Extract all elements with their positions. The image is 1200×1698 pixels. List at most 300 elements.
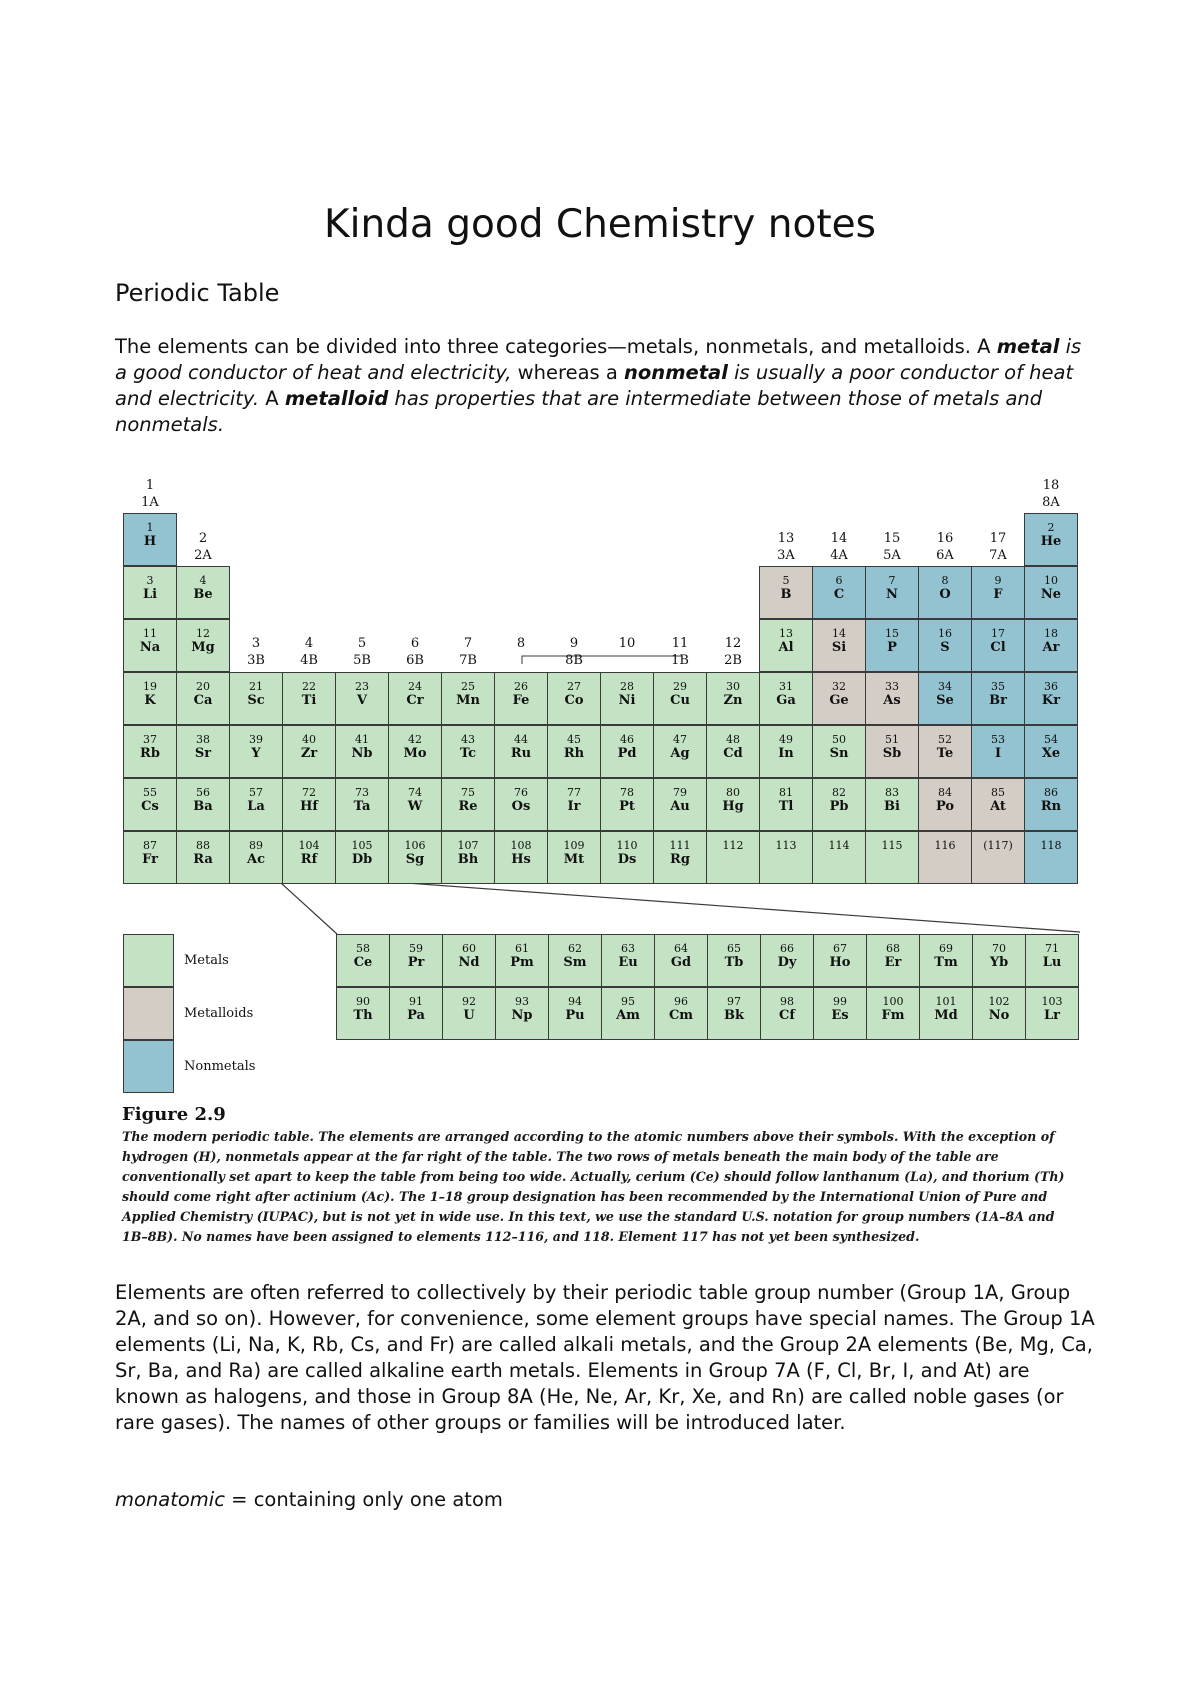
group-label-8 — [494, 635, 548, 652]
element-sb — [865, 725, 919, 778]
element-symbol: Fm — [881, 1008, 905, 1023]
element-c — [812, 566, 866, 619]
element-br — [971, 672, 1025, 725]
atomic-number: 109 — [563, 839, 585, 852]
element-dy — [760, 934, 814, 987]
element-symbol: Ce — [353, 955, 373, 970]
element-fe — [494, 672, 548, 725]
element-cm — [654, 987, 708, 1040]
element-117 — [971, 831, 1025, 884]
element-symbol: Si — [831, 640, 847, 655]
element-la — [229, 778, 283, 831]
atomic-number: 19 — [143, 680, 157, 693]
element-symbol: Bh — [457, 852, 479, 867]
atomic-number: 115 — [881, 839, 903, 852]
atomic-number: 66 — [780, 942, 794, 955]
element-k — [123, 672, 177, 725]
atomic-number: 20 — [196, 680, 210, 693]
element-symbol: Re — [458, 799, 478, 814]
element-symbol: Tm — [934, 955, 958, 970]
atomic-number: 21 — [249, 680, 263, 693]
element-kr — [1024, 672, 1078, 725]
element-symbol: Rh — [563, 746, 585, 761]
element-zn — [706, 672, 760, 725]
element-symbol: Am — [616, 1008, 640, 1023]
element-rf — [282, 831, 336, 884]
legend-swatch-metals — [123, 934, 174, 987]
atomic-number: 114 — [828, 839, 850, 852]
atomic-number: 75 — [461, 786, 475, 799]
atomic-number: 12 — [196, 627, 210, 640]
element-symbol: Nd — [458, 955, 480, 970]
group-label-11 — [653, 635, 707, 669]
atomic-number: 72 — [302, 786, 316, 799]
atomic-number: 60 — [462, 942, 476, 955]
element-ca — [176, 672, 230, 725]
page-title: Kinda good Chemistry notes — [324, 202, 876, 247]
group-label-7 — [441, 635, 495, 669]
element-symbol: Ba — [193, 799, 213, 814]
atomic-number: 11 — [143, 627, 157, 640]
element-symbol: F — [993, 587, 1003, 602]
element-symbol: Bk — [724, 1008, 744, 1023]
element-symbol: Ni — [618, 693, 636, 708]
atomic-number: 51 — [885, 733, 899, 746]
element-symbol: V — [356, 693, 368, 708]
element-symbol: Y — [251, 746, 261, 761]
atomic-number: 3 — [146, 574, 154, 587]
group-us-label: 2A — [194, 548, 212, 563]
atomic-number: 31 — [779, 680, 793, 693]
element-symbol: P — [887, 640, 897, 655]
element-db — [335, 831, 389, 884]
element-symbol: Sn — [829, 746, 849, 761]
atomic-number: 74 — [408, 786, 422, 799]
element-fm — [866, 987, 920, 1040]
element-symbol: Tb — [724, 955, 744, 970]
atomic-number: 56 — [196, 786, 210, 799]
element-symbol: Rb — [140, 746, 160, 761]
atomic-number: 5 — [782, 574, 790, 587]
element-symbol: Er — [884, 955, 902, 970]
element-be — [176, 566, 230, 619]
element-au — [653, 778, 707, 831]
atomic-number: 58 — [356, 942, 370, 955]
group-us-label: 1B — [671, 653, 689, 668]
element-symbol: Be — [193, 587, 213, 602]
atomic-number: 98 — [780, 995, 794, 1008]
element-symbol: Pm — [510, 955, 534, 970]
element-sn — [812, 725, 866, 778]
group-label-17 — [971, 530, 1025, 564]
element-symbol: S — [940, 640, 950, 655]
atomic-number: 65 — [727, 942, 741, 955]
element-symbol: Hf — [300, 799, 318, 814]
atomic-number: 36 — [1044, 680, 1058, 693]
element-symbol: Lr — [1044, 1008, 1060, 1023]
element-113 — [759, 831, 813, 884]
atomic-number: 105 — [351, 839, 373, 852]
element-y — [229, 725, 283, 778]
element-symbol: Co — [564, 693, 584, 708]
element-te — [918, 725, 972, 778]
element-symbol: Au — [670, 799, 690, 814]
element-eu — [601, 934, 655, 987]
group-label-16 — [918, 530, 972, 564]
atomic-number: 24 — [408, 680, 422, 693]
atomic-number: 6 — [835, 574, 843, 587]
element-symbol: H — [143, 534, 157, 549]
atomic-number: 48 — [726, 733, 740, 746]
element-symbol: Es — [831, 1008, 849, 1023]
atomic-number: 103 — [1041, 995, 1063, 1008]
element-symbol: Ti — [301, 693, 317, 708]
element-symbol: Rf — [300, 852, 318, 867]
element-symbol: Na — [139, 640, 161, 655]
element-symbol: Fe — [512, 693, 530, 708]
atomic-number: 14 — [832, 627, 846, 640]
atomic-number: 57 — [249, 786, 263, 799]
element-symbol: Ca — [193, 693, 213, 708]
group-label-15 — [865, 530, 919, 564]
element-symbol: Gd — [670, 955, 692, 970]
element-es — [813, 987, 867, 1040]
atomic-number: 35 — [991, 680, 1005, 693]
element-symbol: Sr — [194, 746, 212, 761]
element-np — [495, 987, 549, 1040]
element-h — [123, 513, 177, 566]
atomic-number: 73 — [355, 786, 369, 799]
group-number: 7 — [463, 636, 473, 651]
atomic-number: 39 — [249, 733, 263, 746]
element-symbol: O — [939, 587, 951, 602]
element-mg — [176, 619, 230, 672]
element-no — [972, 987, 1026, 1040]
atomic-number: 45 — [567, 733, 581, 746]
element-he — [1024, 513, 1078, 566]
element-ni — [600, 672, 654, 725]
group-label-5 — [335, 635, 389, 669]
element-symbol: Pr — [407, 955, 425, 970]
atomic-number: 2 — [1047, 521, 1055, 534]
element-symbol: Tc — [459, 746, 477, 761]
element-gd — [654, 934, 708, 987]
atomic-number: 68 — [886, 942, 900, 955]
atomic-number: 7 — [888, 574, 896, 587]
group-us-label: 8B — [565, 653, 583, 668]
atomic-number: 94 — [568, 995, 582, 1008]
element-hf — [282, 778, 336, 831]
element-at — [971, 778, 1025, 831]
atomic-number: 71 — [1045, 942, 1059, 955]
element-symbol: Cl — [990, 640, 1006, 655]
element-pa — [389, 987, 443, 1040]
element-sc — [229, 672, 283, 725]
element-tb — [707, 934, 761, 987]
element-lr — [1025, 987, 1079, 1040]
atomic-number: 82 — [832, 786, 846, 799]
element-symbol: He — [1040, 534, 1062, 549]
element-symbol: C — [833, 587, 845, 602]
element-118 — [1024, 831, 1078, 884]
group-number: 6 — [410, 636, 420, 651]
element-lu — [1025, 934, 1079, 987]
figure-caption: The modern periodic table. The elements are arranged according to the atomic numbers above their symbols. With the exception of hydrogen (H), nonmetals appear at the far right of the table. The two rows of metals beneath the main body of the table are conventionally set apart to keep the table from being too wide. Actually, cerium (Ce) should follow lanthanum (La), and thorium (Th) should come right after actinium (Ac). The 1–18 group designation has been recommended by the International Union of Pure and Applied Chemistry (IUPAC), but is not yet in wide use. In this text, we use the standard U.S. notation for group numbers (1A–8A and 1B–8B). No names have been assigned to elements 112–116, and 118. Element 117 has not yet been synthesized. — [122, 1129, 1065, 1244]
group-label-14 — [812, 530, 866, 564]
atomic-number: 13 — [779, 627, 793, 640]
group-us-label: 4A — [830, 548, 848, 563]
group-number: 15 — [883, 531, 901, 546]
element-ba — [176, 778, 230, 831]
element-symbol: U — [463, 1008, 475, 1023]
group-us-label: 8A — [1042, 495, 1060, 510]
element-u — [442, 987, 496, 1040]
element-sm — [548, 934, 602, 987]
element-symbol: Se — [936, 693, 954, 708]
element-symbol: B — [780, 587, 792, 602]
atomic-number: 70 — [992, 942, 1006, 955]
group-number: 11 — [671, 636, 689, 651]
group-label-4 — [282, 635, 336, 669]
group-number: 8 — [516, 636, 526, 651]
element-rh — [547, 725, 601, 778]
atomic-number: 97 — [727, 995, 741, 1008]
element-symbol: W — [407, 799, 423, 814]
element-li — [123, 566, 177, 619]
group-us-label: 1A — [141, 495, 159, 510]
element-symbol: Hg — [722, 799, 744, 814]
element-symbol: Xe — [1041, 746, 1061, 761]
element-symbol: La — [247, 799, 265, 814]
group-number: 12 — [724, 636, 742, 651]
atomic-number: 18 — [1044, 627, 1058, 640]
element-as — [865, 672, 919, 725]
group-number: 16 — [936, 531, 954, 546]
element-rn — [1024, 778, 1078, 831]
atomic-number: 106 — [404, 839, 426, 852]
atomic-number: 118 — [1040, 839, 1062, 852]
group-us-label: 3B — [247, 653, 265, 668]
legend-label-nonmetals: Nonmetals — [184, 1059, 256, 1074]
element-ne — [1024, 566, 1078, 619]
element-pu — [548, 987, 602, 1040]
element-cu — [653, 672, 707, 725]
element-symbol: No — [988, 1008, 1010, 1023]
atomic-number: 55 — [143, 786, 157, 799]
atomic-number: 30 — [726, 680, 740, 693]
atomic-number: 28 — [620, 680, 634, 693]
element-symbol: Sm — [563, 955, 587, 970]
atomic-number: 96 — [674, 995, 688, 1008]
atomic-number: 10 — [1044, 574, 1058, 587]
group-label-2 — [176, 530, 230, 564]
group-number: 1 — [145, 478, 155, 493]
nonmetal-term: nonmetal — [624, 361, 728, 384]
element-i — [971, 725, 1025, 778]
atomic-number: 1 — [146, 521, 154, 534]
atomic-number: 79 — [673, 786, 687, 799]
metal-term: metal — [996, 335, 1060, 358]
element-symbol: Np — [511, 1008, 533, 1023]
atomic-number: 81 — [779, 786, 793, 799]
atomic-number: 34 — [938, 680, 952, 693]
element-pd — [600, 725, 654, 778]
figure-title: Figure 2.9 — [122, 1104, 226, 1125]
element-mt — [547, 831, 601, 884]
atomic-number: 61 — [515, 942, 529, 955]
atomic-number: 15 — [885, 627, 899, 640]
legend-label-metals: Metals — [184, 953, 229, 968]
group-number: 9 — [569, 636, 579, 651]
element-ar — [1024, 619, 1078, 672]
element-n — [865, 566, 919, 619]
atomic-number: 93 — [515, 995, 529, 1008]
element-os — [494, 778, 548, 831]
atomic-number: 90 — [356, 995, 370, 1008]
element-symbol: N — [886, 587, 898, 602]
atomic-number: 37 — [143, 733, 157, 746]
atomic-number: 50 — [832, 733, 846, 746]
atomic-number: 91 — [409, 995, 423, 1008]
atomic-number: 41 — [355, 733, 369, 746]
element-na — [123, 619, 177, 672]
element-symbol: Rg — [670, 852, 690, 867]
atomic-number: 33 — [885, 680, 899, 693]
group-number: 3 — [251, 636, 261, 651]
intro-text-1: The elements can be divided into three categories—metals, nonmetals, and metalloids. A — [115, 335, 997, 358]
element-symbol: Te — [936, 746, 954, 761]
atomic-number: 44 — [514, 733, 528, 746]
element-symbol: Fr — [142, 852, 158, 867]
group-us-label: 6A — [936, 548, 954, 563]
group-us-label: 4B — [300, 653, 318, 668]
atomic-number: 23 — [355, 680, 369, 693]
element-symbol: K — [144, 693, 156, 708]
legend-swatch-nonmetals — [123, 1040, 174, 1093]
element-symbol: Pa — [407, 1008, 425, 1023]
element-fr — [123, 831, 177, 884]
legend-label-metalloids: Metalloids — [184, 1006, 254, 1021]
element-symbol: Ne — [1040, 587, 1062, 602]
atomic-number: 40 — [302, 733, 316, 746]
element-symbol: Al — [778, 640, 794, 655]
element-er — [866, 934, 920, 987]
element-symbol: Ge — [829, 693, 849, 708]
element-symbol: I — [994, 746, 1002, 761]
element-ga — [759, 672, 813, 725]
atomic-number: 85 — [991, 786, 1005, 799]
atomic-number: 80 — [726, 786, 740, 799]
element-am — [601, 987, 655, 1040]
element-o — [918, 566, 972, 619]
group-number: 5 — [357, 636, 367, 651]
element-ac — [229, 831, 283, 884]
intro-text-4: is usually a poor conductor of heat and electricity. — [115, 361, 1074, 410]
element-112 — [706, 831, 760, 884]
definition-term: monatomic — [115, 1488, 225, 1511]
atomic-number: 47 — [673, 733, 687, 746]
atomic-number: 43 — [461, 733, 475, 746]
element-bi — [865, 778, 919, 831]
element-th — [336, 987, 390, 1040]
group-label-6 — [388, 635, 442, 669]
element-rg — [653, 831, 707, 884]
atomic-number: 87 — [143, 839, 157, 852]
element-symbol: Mt — [563, 852, 585, 867]
atomic-number: 95 — [621, 995, 635, 1008]
atomic-number: 62 — [568, 942, 582, 955]
definition-text: = containing only one atom — [224, 1488, 503, 1511]
element-cd — [706, 725, 760, 778]
atomic-number: 8 — [941, 574, 949, 587]
element-si — [812, 619, 866, 672]
atomic-number: 32 — [832, 680, 846, 693]
element-114 — [812, 831, 866, 884]
atomic-number: 17 — [991, 627, 1005, 640]
element-co — [547, 672, 601, 725]
element-symbol: Ir — [567, 799, 581, 814]
element-ag — [653, 725, 707, 778]
atomic-number: 42 — [408, 733, 422, 746]
atomic-number: 27 — [567, 680, 581, 693]
element-symbol: Dy — [777, 955, 797, 970]
atomic-number: 69 — [939, 942, 953, 955]
atomic-number: 101 — [935, 995, 957, 1008]
element-rb — [123, 725, 177, 778]
intro-text-3: whereas a — [511, 361, 625, 384]
element-symbol: Sc — [247, 693, 265, 708]
element-symbol: Mo — [403, 746, 427, 761]
atomic-number: 107 — [457, 839, 479, 852]
atomic-number: 92 — [462, 995, 476, 1008]
element-v — [335, 672, 389, 725]
groups-paragraph: Elements are often referred to collectively by their periodic table group number (Group 1A, Group 2A, and so on). However, for convenience, some element groups have special names. The Group 1A elements (Li, Na, K, Rb, Cs, and Fr) are called alkali metals, and the Group 2A elements (Be, Mg, Ca, Sr, Ba, and Ra) are called alkaline earth metals. Elements in Group 7A (F, Cl, Br, I, and At) are known as halogens, and those in Group 8A (He, Ne, Ar, Kr, Xe, and Rn) are called noble gases (or rare gases). The names of other groups or families will be introduced later. — [115, 1281, 1095, 1434]
element-symbol: Ho — [829, 955, 851, 970]
element-al — [759, 619, 813, 672]
atomic-number: 9 — [994, 574, 1002, 587]
element-symbol: Os — [511, 799, 531, 814]
element-symbol: Pb — [829, 799, 849, 814]
atomic-number: 102 — [988, 995, 1010, 1008]
element-cf — [760, 987, 814, 1040]
atomic-number: 77 — [567, 786, 581, 799]
element-symbol: Ag — [670, 746, 690, 761]
element-symbol: Bi — [884, 799, 900, 814]
atomic-number: 89 — [249, 839, 263, 852]
atomic-number: 25 — [461, 680, 475, 693]
atomic-number: 110 — [616, 839, 638, 852]
legend-swatch-metalloids — [123, 987, 174, 1040]
element-symbol: Kr — [1041, 693, 1061, 708]
atomic-number: 38 — [196, 733, 210, 746]
element-pm — [495, 934, 549, 987]
element-ce — [336, 934, 390, 987]
element-w — [388, 778, 442, 831]
element-ta — [335, 778, 389, 831]
element-hg — [706, 778, 760, 831]
group-us-label: 2B — [724, 653, 742, 668]
element-symbol: Ta — [353, 799, 371, 814]
atomic-number: 104 — [298, 839, 320, 852]
element-symbol: Nb — [351, 746, 373, 761]
atomic-number: 112 — [722, 839, 744, 852]
element-symbol: Cs — [141, 799, 159, 814]
element-sg — [388, 831, 442, 884]
element-mn — [441, 672, 495, 725]
element-symbol: Br — [989, 693, 1007, 708]
atomic-number: 86 — [1044, 786, 1058, 799]
group-us-label: 7B — [459, 653, 477, 668]
